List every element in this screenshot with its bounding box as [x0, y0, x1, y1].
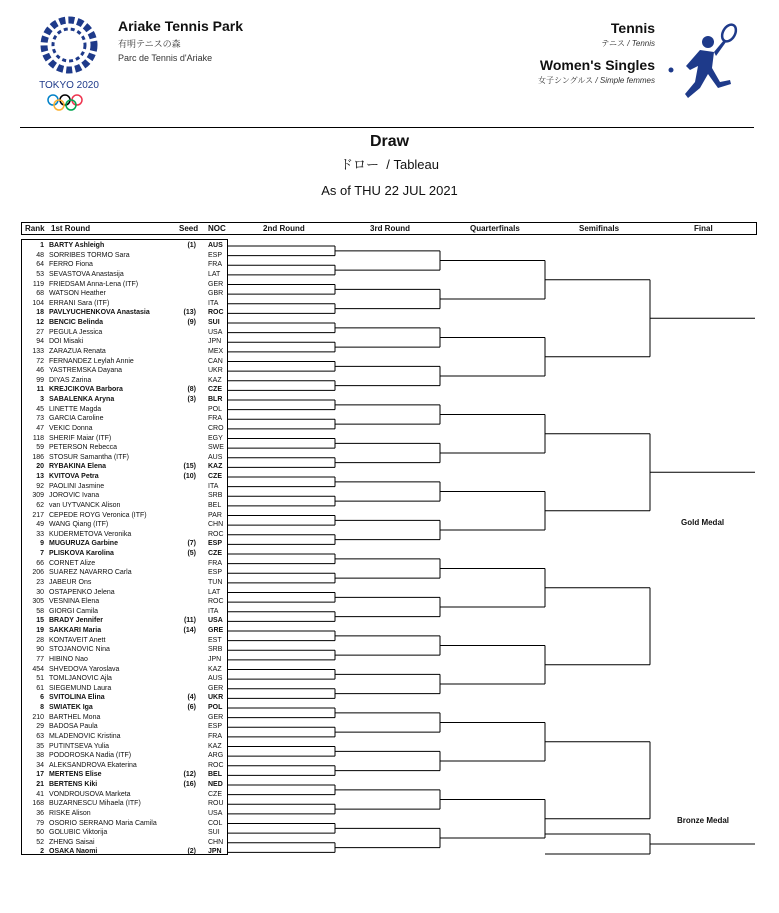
player-name: TOMLJANOVIC Ajla: [49, 675, 112, 683]
player-rank: 64: [36, 261, 44, 269]
player-rank: 309: [32, 492, 44, 500]
player-noc: FRA: [208, 261, 222, 269]
player-seed: (13): [183, 309, 196, 317]
player-rank: 12: [36, 319, 44, 326]
player-name: PETERSON Rebecca: [49, 444, 118, 452]
player-noc: KAZ: [208, 376, 222, 384]
player-rank: 18: [36, 309, 44, 317]
player-name: OSAKA Naomi: [49, 848, 98, 856]
player-name: GIORGI Camila: [49, 607, 99, 615]
player-rank: 62: [36, 501, 44, 509]
player-noc: SUI: [208, 829, 220, 837]
player-rank: 210: [32, 713, 44, 721]
col-noc: NOC: [208, 224, 226, 233]
player-rank: 33: [36, 530, 44, 538]
player-noc: JPN: [208, 655, 222, 663]
player-seed: (2): [187, 848, 196, 856]
player-name: DOI Misaki: [49, 338, 84, 346]
player-rank: 34: [36, 761, 44, 769]
player-name: BARTHEL Mona: [49, 713, 101, 721]
player-rank: 73: [36, 415, 44, 423]
player-name: SABALENKA Aryna: [49, 396, 115, 403]
player-name: ALEKSANDROVA Ekaterina: [49, 761, 137, 769]
player-rank: 7: [40, 550, 44, 557]
player-name: BRADY Jennifer: [49, 617, 103, 625]
player-name: JABEUR Ons: [49, 578, 92, 586]
player-rank: 1: [40, 242, 44, 249]
player-rank: 99: [36, 376, 44, 384]
player-rank: 79: [36, 819, 44, 827]
col-3rd-round: 3rd Round: [370, 224, 410, 233]
player-name: SIEGEMUND Laura: [49, 684, 112, 692]
player-rank: 72: [36, 357, 44, 365]
player-name: SWIATEK Iga: [49, 704, 93, 711]
player-name: PLISKOVA Karolina: [49, 550, 114, 557]
player-noc: CRO: [208, 424, 224, 432]
player-name: SVITOLINA Elina: [49, 694, 105, 702]
bronze-medal-label: Bronze Medal: [677, 816, 730, 825]
player-rank: 46: [36, 367, 44, 375]
player-name: VESNINA Elena: [49, 598, 100, 606]
player-noc: CZE: [208, 473, 222, 480]
sport-subtitle: テニス / Tennis: [601, 39, 655, 48]
player-noc: ITA: [208, 607, 219, 615]
player-name: GARCIA Caroline: [49, 415, 104, 423]
player-noc: LAT: [208, 588, 221, 596]
player-seed: (8): [187, 386, 196, 394]
player-noc: ROC: [208, 598, 224, 606]
player-name: PAOLINI Jasmine: [49, 482, 105, 490]
player-name: PEGULA Jessica: [49, 328, 103, 336]
player-noc: CAN: [208, 357, 223, 365]
player-rank: 38: [36, 752, 44, 760]
player-name: CORNET Alize: [49, 559, 96, 567]
player-name: RYBAKINA Elena: [49, 463, 107, 471]
player-noc: BEL: [208, 501, 222, 509]
player-rank: 20: [36, 463, 44, 471]
player-rank: 133: [32, 347, 44, 355]
player-name: MERTENS Elise: [49, 771, 102, 779]
player-noc: PAR: [208, 511, 222, 519]
player-name: VEKIC Donna: [49, 424, 93, 432]
player-noc: SRB: [208, 646, 223, 654]
player-rank: 41: [36, 790, 44, 798]
player-name: SAKKARI Maria: [49, 627, 102, 634]
col-rank: Rank: [25, 224, 45, 233]
player-rank: 58: [36, 607, 44, 615]
player-noc: POL: [208, 704, 223, 711]
venue-name-jp: 有明テニスの森: [118, 39, 181, 49]
player-name: ERRANI Sara (ITF): [49, 299, 110, 307]
player-seed: (5): [187, 550, 196, 557]
col-1st-round: 1st Round: [51, 224, 91, 233]
player-noc: MEX: [208, 347, 224, 355]
player-name: MUGURUZA Garbine: [49, 540, 118, 548]
player-rank: 77: [36, 655, 44, 663]
player-noc: ROU: [208, 800, 224, 808]
player-noc: KAZ: [208, 665, 222, 673]
player-name: CEPEDE ROYG Veronica (ITF): [49, 511, 147, 519]
player-name: OSTAPENKO Jelena: [49, 588, 115, 596]
gold-medal-label: Gold Medal: [681, 518, 725, 527]
player-name: KONTAVEIT Anett: [49, 636, 106, 644]
player-noc: CZE: [208, 386, 222, 394]
player-name: STOSUR Samantha (ITF): [49, 453, 130, 461]
player-name: BERTENS Kiki: [49, 781, 98, 788]
player-name: SEVASTOVA Anastasija: [49, 270, 124, 278]
player-noc: COL: [208, 819, 223, 827]
player-noc: AUS: [208, 675, 223, 683]
player-rank: 63: [36, 732, 44, 740]
player-seed: (16): [183, 781, 196, 788]
player-rank: 206: [32, 569, 44, 577]
event-name: Women's Singles: [539, 57, 655, 73]
player-noc: SRB: [208, 492, 223, 500]
player-name: PAVLYUCHENKOVA Anastasia: [49, 309, 150, 317]
player-rank: 66: [36, 559, 44, 567]
player-rank: 3: [40, 396, 44, 403]
player-noc: ITA: [208, 299, 219, 307]
player-rank: 17: [36, 771, 44, 779]
player-noc: SWE: [208, 444, 224, 452]
player-noc: GBR: [208, 290, 224, 298]
player-name: BUZARNESCU Mihaela (ITF): [49, 800, 141, 808]
player-rank: 13: [36, 473, 44, 480]
player-rank: 217: [32, 511, 44, 519]
player-rank: 50: [36, 829, 44, 837]
player-name: FRIEDSAM Anna-Lena (ITF): [49, 280, 139, 288]
venue-name: Ariake Tennis Park: [118, 18, 244, 34]
player-noc: KAZ: [208, 742, 222, 750]
player-name: ZARAZUA Renata: [49, 347, 106, 355]
player-rank: 27: [36, 328, 44, 336]
col-2nd-round: 2nd Round: [263, 224, 305, 233]
player-noc: FRA: [208, 732, 222, 740]
player-name: DIYAS Zarina: [49, 376, 92, 384]
player-seed: (9): [187, 319, 196, 326]
player-rank: 305: [32, 598, 44, 606]
player-noc: ITA: [208, 482, 219, 490]
player-noc: ESP: [208, 540, 223, 548]
player-noc: TUN: [208, 578, 223, 586]
player-rank: 45: [36, 405, 44, 413]
player-noc: GER: [208, 713, 224, 721]
player-noc: JPN: [208, 848, 222, 856]
player-name: KREJCIKOVA Barbora: [49, 386, 123, 394]
player-noc: FRA: [208, 559, 222, 567]
player-seed: (1): [187, 242, 196, 249]
as-of-date: As of THU 22 JUL 2021: [321, 183, 458, 198]
player-rank: 29: [36, 723, 44, 731]
player-rank: 35: [36, 742, 44, 750]
player-rank: 30: [36, 588, 44, 596]
player-name: KVITOVA Petra: [49, 473, 99, 480]
player-noc: UKR: [208, 367, 223, 375]
player-noc: FRA: [208, 415, 222, 423]
player-name: RISKE Alison: [49, 809, 91, 817]
player-rank: 49: [36, 521, 44, 529]
player-rank: 68: [36, 290, 44, 298]
player-rank: 36: [36, 809, 44, 817]
player-rank: 59: [36, 444, 44, 452]
player-noc: ESP: [208, 723, 223, 731]
player-noc: POL: [208, 405, 223, 413]
player-noc: UKR: [208, 694, 224, 702]
player-name: GOLUBIC Viktorija: [49, 829, 108, 837]
player-rank: 454: [32, 665, 44, 673]
player-rank: 168: [32, 800, 44, 808]
col-final: Final: [694, 224, 713, 233]
sport-name: Tennis: [610, 20, 655, 36]
player-rank: 21: [36, 781, 44, 788]
player-rank: 119: [32, 280, 44, 288]
player-noc: EGY: [208, 434, 223, 442]
player-noc: AUS: [208, 242, 223, 249]
player-noc: CZE: [208, 550, 222, 557]
player-seed: (4): [187, 694, 196, 702]
player-rank: 51: [36, 675, 44, 683]
player-name: MLADENOVIC Kristina: [49, 732, 121, 740]
player-rank: 2: [40, 848, 44, 856]
player-rank: 47: [36, 424, 44, 432]
player-name: WANG Qiang (ITF): [49, 521, 109, 529]
player-name: VONDROUSOVA Marketa: [49, 790, 131, 798]
player-name: PODOROSKA Nadia (ITF): [49, 752, 132, 760]
player-rank: 28: [36, 636, 44, 644]
player-rank: 15: [36, 617, 44, 625]
player-rank: 53: [36, 270, 44, 278]
player-noc: BLR: [208, 396, 223, 403]
col-seed: Seed: [179, 224, 199, 233]
player-seed: (15): [183, 463, 196, 471]
player-seed: (11): [183, 617, 196, 625]
player-name: KUDERMETOVA Veronika: [49, 530, 132, 538]
player-name: SUAREZ NAVARRO Carla: [49, 569, 132, 577]
player-name: WATSON Heather: [49, 290, 106, 298]
player-noc: CHN: [208, 521, 224, 529]
player-name: STOJANOVIC Nina: [49, 646, 110, 654]
player-rank: 11: [36, 386, 44, 394]
player-noc: ESP: [208, 569, 223, 577]
player-noc: ARG: [208, 752, 224, 760]
player-rank: 6: [40, 694, 44, 702]
player-noc: GRE: [208, 627, 224, 634]
player-noc: ESP: [208, 251, 223, 259]
player-rank: 94: [36, 338, 44, 346]
player-name: OSORIO SERRANO Maria Camila: [49, 819, 157, 827]
player-name: SORRIBES TORMO Sara: [49, 251, 130, 259]
player-rank: 9: [40, 540, 44, 548]
player-noc: AUS: [208, 453, 223, 461]
player-noc: JPN: [208, 338, 222, 346]
player-rank: 19: [36, 627, 44, 634]
player-rank: 186: [32, 453, 44, 461]
player-rank: 61: [36, 684, 44, 692]
player-noc: CZE: [208, 790, 222, 798]
player-rank: 52: [36, 838, 44, 846]
player-noc: USA: [208, 328, 223, 336]
player-name: BENCIC Belinda: [49, 319, 104, 326]
col-quarterfinals: Quarterfinals: [470, 224, 520, 233]
player-name: YASTREMSKA Dayana: [49, 367, 123, 375]
player-name: SHVEDOVA Yaroslava: [49, 665, 120, 673]
logo-text: TOKYO 2020: [39, 80, 99, 91]
player-name: JOROVIC Ivana: [49, 492, 100, 500]
player-seed: (3): [187, 396, 196, 403]
player-name: van UYTVANCK Alison: [49, 501, 121, 509]
page-title: Draw: [369, 133, 410, 150]
player-rank: 90: [36, 646, 44, 654]
player-noc: CHN: [208, 838, 224, 846]
page-subtitle: ドロー / Tableau: [339, 157, 439, 172]
player-rank: 92: [36, 482, 44, 490]
player-rank: 48: [36, 251, 44, 259]
player-seed: (10): [183, 473, 196, 480]
player-noc: GER: [208, 280, 224, 288]
player-noc: ROC: [208, 530, 224, 538]
player-name: BARTY Ashleigh: [49, 242, 105, 249]
player-noc: USA: [208, 617, 223, 625]
player-noc: KAZ: [208, 463, 223, 471]
player-seed: (12): [183, 771, 196, 779]
player-noc: ROC: [208, 761, 224, 769]
player-name: ZHENG Saisai: [49, 838, 95, 846]
col-semifinals: Semifinals: [579, 224, 620, 233]
player-rank: 118: [32, 434, 44, 442]
player-rank: 8: [40, 704, 44, 711]
player-seed: (7): [187, 540, 196, 548]
player-noc: BEL: [208, 771, 222, 779]
player-name: PUTINTSEVA Yulia: [49, 742, 110, 750]
player-noc: EST: [208, 636, 222, 644]
player-name: LINETTE Magda: [49, 405, 102, 413]
player-name: FERNANDEZ Leylah Annie: [49, 357, 134, 365]
player-noc: GER: [208, 684, 224, 692]
player-seed: (14): [183, 627, 196, 634]
player-rank: 104: [32, 299, 44, 307]
player-name: FERRO Fiona: [49, 261, 93, 269]
player-name: HIBINO Nao: [49, 655, 88, 663]
player-noc: SUI: [208, 319, 220, 326]
player-noc: USA: [208, 809, 223, 817]
player-seed: (6): [187, 704, 196, 711]
player-name: SHERIF Maiar (ITF): [49, 434, 112, 442]
venue-name-fr: Parc de Tennis d'Ariake: [118, 53, 213, 63]
player-noc: LAT: [208, 270, 221, 278]
player-rank: 23: [36, 578, 44, 586]
player-noc: ROC: [208, 309, 224, 317]
event-subtitle: 女子シングルス / Simple femmes: [538, 76, 655, 85]
player-noc: NED: [208, 781, 223, 788]
player-name: BADOSA Paula: [49, 723, 98, 731]
